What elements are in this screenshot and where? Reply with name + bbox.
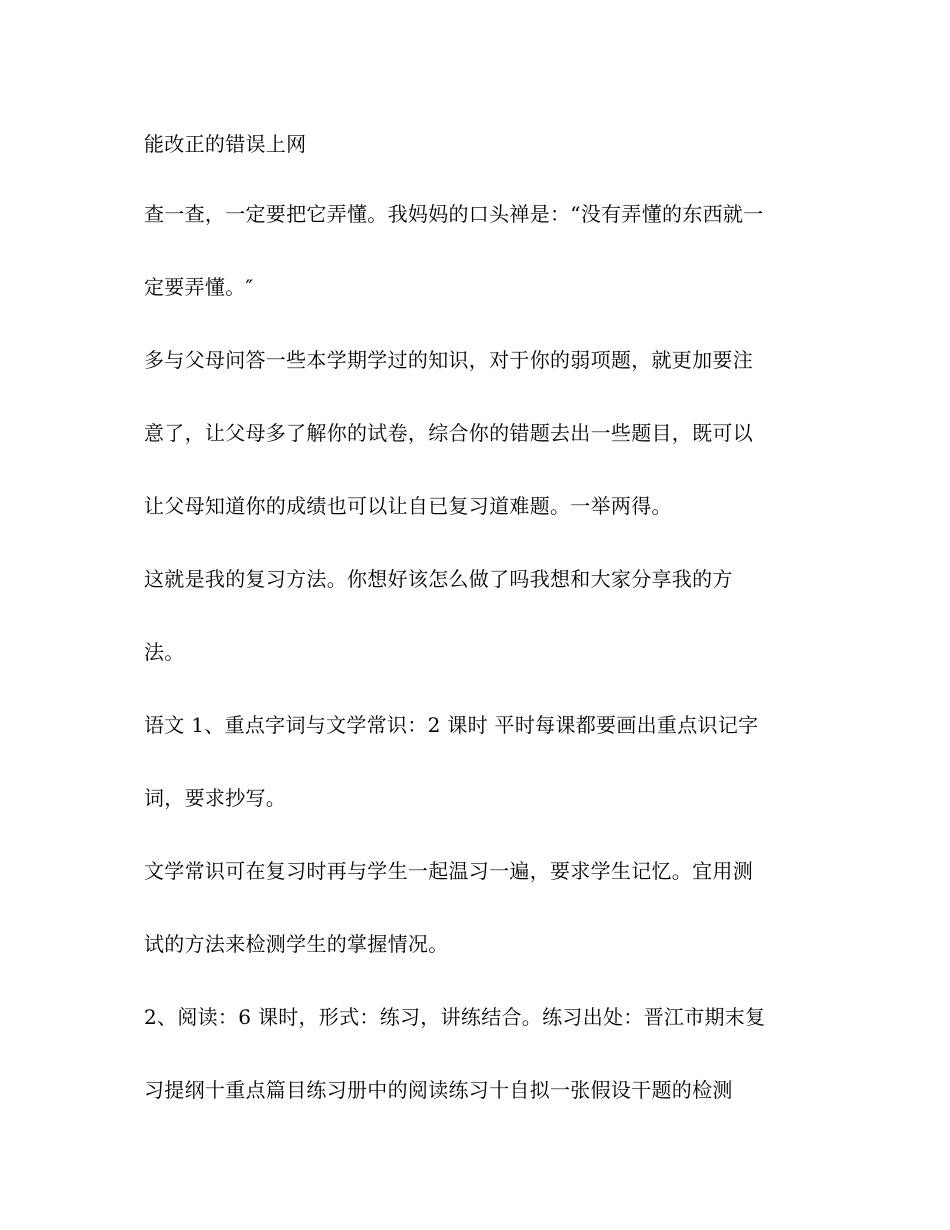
- text-line-2: 查一查，一定要把它弄懂。我妈妈的口头禅是：“没有弄懂的东西就一: [144, 202, 764, 226]
- text-line-5: 意了，让父母多了解你的试卷，综合你的错题去出一些题目，既可以: [144, 421, 753, 445]
- text-line-1: 能改正的错误上网: [144, 132, 307, 156]
- text-line-4: 多与父母问答一些本学期学过的知识，对于你的弱项题，就更加要注: [144, 348, 753, 372]
- text-line-14: 习提纲十重点篇目练习册中的阅读练习十自拟一张假设干题的检测: [144, 1078, 733, 1102]
- text-line-12: 试的方法来检测学生的掌握情况。: [144, 932, 449, 956]
- text-line-8: 法。: [144, 640, 185, 664]
- text-line-3: 定要弄懂。″: [144, 275, 254, 299]
- text-line-9: 语文 1、重点字词与文学常识：2 课时 平时每课都要画出重点识记字: [144, 713, 759, 737]
- text-line-10: 词，要求抄写。: [144, 786, 287, 810]
- text-line-11: 文学常识可在复习时再与学生一起温习一遍，要求学生记忆。宜用测: [144, 859, 753, 883]
- text-line-13: 2、阅读：6 课时，形式：练习，讲练结合。练习出处：晋江市期末复: [144, 1005, 766, 1029]
- text-line-6: 让父母知道你的成绩也可以让自已复习道难题。一举两得。: [144, 494, 672, 518]
- text-line-7: 这就是我的复习方法。你想好该怎么做了吗我想和大家分享我的方: [144, 567, 733, 591]
